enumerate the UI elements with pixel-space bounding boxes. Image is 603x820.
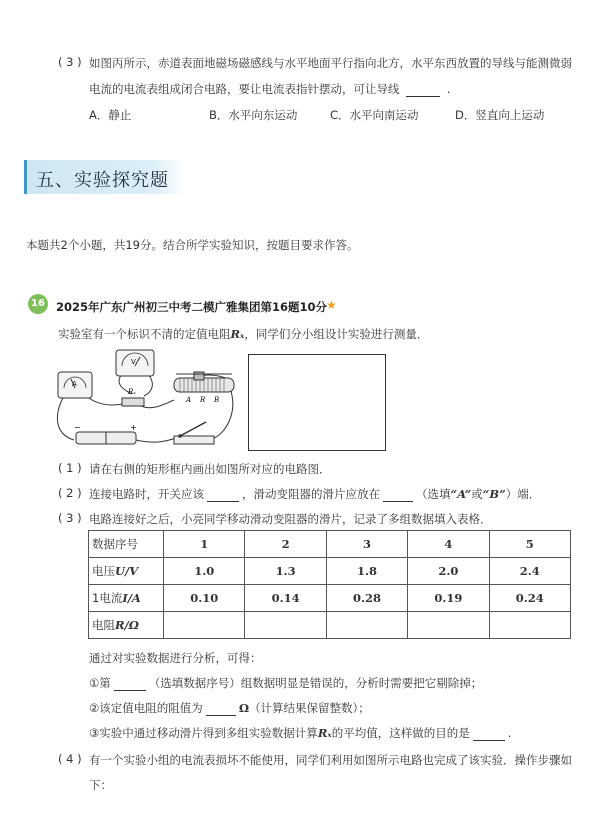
rheostat-label-r: R	[200, 396, 206, 404]
a1-text-a: ①第	[89, 676, 111, 690]
table-header-cell: 5	[489, 531, 570, 558]
q3-option-c[interactable]: C．水平向南运动	[330, 108, 419, 122]
section-title: 五、实验探究题	[36, 170, 169, 191]
table-header-cell: 3	[326, 531, 407, 558]
table-header-cell: 2	[245, 531, 326, 558]
p2-text-b: ，滑动变阻器的滑片应放在	[242, 487, 380, 501]
q3-line2-end: .	[446, 82, 451, 96]
analysis-text: 通过对实验数据进行分析，可得：	[89, 651, 262, 665]
table-row	[89, 531, 571, 558]
q3-number: ( 3 )	[58, 55, 82, 69]
section-intro: 本题共2个小题，共19分。结合所学实验知识，按题目要求作答。	[26, 238, 359, 252]
a2-text-b: （计算结果保留整数）；	[249, 701, 370, 715]
battery-minus: −	[74, 423, 81, 432]
q3-line1: 如图丙所示，赤道表面地磁场磁感线与水平地面平行指向北方，水平东西放置的导线与能测微弱	[89, 56, 572, 70]
a2-blank[interactable]	[206, 704, 236, 716]
a2-text-a: ②该定值电阻的阻值为	[89, 701, 203, 715]
section-banner-bar	[24, 160, 27, 194]
stem-text-a: 实验室有一个标识不清的定值电阻	[58, 327, 231, 341]
table-header-cell: 4	[408, 531, 489, 558]
table-header-label: 数据序号	[89, 531, 164, 558]
voltmeter-icon	[116, 350, 154, 376]
p2-text-a: 连接电路时，开关应该	[89, 487, 204, 501]
p1-number: ( 1 )	[58, 461, 82, 475]
a3-text-a: ③实验中通过移动滑片得到多组实验数据计算	[89, 726, 318, 740]
question-stem	[58, 326, 428, 342]
ohm-symbol: Ω	[238, 701, 250, 715]
switch-icon	[174, 422, 214, 444]
p4-number: ( 4 )	[58, 752, 82, 766]
question-source: 2025年广东广州初三中考二模广雅集团第16题10分	[56, 300, 328, 314]
table-cell: 2.4	[489, 558, 570, 585]
q3-option-b[interactable]: B．水平向东运动	[209, 108, 298, 122]
p2-option-a: “A”	[450, 487, 472, 501]
table-cell: 0.14	[245, 585, 326, 612]
ammeter-icon	[58, 372, 92, 398]
p3-number: ( 3 )	[58, 511, 82, 525]
table-cell-empty[interactable]	[164, 612, 245, 639]
a3-text-c: .	[507, 726, 512, 740]
analysis-item-2	[89, 700, 370, 716]
table-row	[89, 612, 571, 639]
a1-blank[interactable]	[114, 679, 146, 691]
circuit-figure	[44, 344, 244, 452]
table-cell-empty[interactable]	[408, 612, 489, 639]
p2-option-b: “B”	[482, 487, 506, 501]
table-cell-empty[interactable]	[245, 612, 326, 639]
table-cell: 2.0	[408, 558, 489, 585]
current-symbol: I/A	[122, 591, 141, 605]
q3-option-a[interactable]: A．静止	[89, 108, 132, 122]
a3-blank[interactable]	[473, 729, 505, 741]
q3-line2	[89, 81, 450, 97]
table-cell: 0.28	[326, 585, 407, 612]
ammeter-label: A	[72, 380, 77, 388]
voltmeter-label: V	[131, 358, 136, 366]
table-header-cell: 1	[164, 531, 245, 558]
p2-slider-blank[interactable]	[383, 490, 413, 502]
q3-line2-text: 电流的电流表组成闭合电路，要让电流表指针摆动，可让导线	[89, 82, 400, 96]
p4-line1: 有一个实验小组的电流表损坏不能使用，同学们利用如图所示电路也完成了该实验．操作步骤如	[89, 753, 572, 767]
circuit-drawing-box[interactable]	[248, 354, 386, 451]
battery-plus: +	[130, 423, 137, 432]
p2-number: ( 2 )	[58, 486, 82, 500]
table-cell-empty[interactable]	[326, 612, 407, 639]
current-label	[89, 585, 164, 612]
resistance-symbol: R/Ω	[115, 618, 139, 632]
rheostat-label-a: A	[186, 396, 192, 404]
table-row	[89, 558, 571, 585]
a3-text-b: 的平均值，这样做的目的是	[331, 726, 470, 740]
rheostat-icon	[174, 372, 234, 404]
battery-icon	[74, 423, 137, 444]
q3-answer-blank[interactable]	[406, 85, 440, 97]
voltage-label	[89, 558, 164, 585]
analysis-item-3	[89, 725, 511, 741]
a1-text-b: （选填数据序号）组数据明显是错误的，分析时需要把它剔除掉；	[148, 676, 483, 690]
rheostat-label-b: B	[214, 396, 220, 404]
p2-text	[89, 486, 540, 502]
p2-text-d: ）端．	[505, 487, 541, 501]
voltage-symbol: U/V	[115, 564, 139, 578]
p3-text: 电路连接好之后，小亮同学移动滑动变阻器的滑片，记录了多组数据填入表格．	[89, 512, 492, 526]
resistance-label-text: 电阻	[92, 618, 115, 632]
question-number-badge: 16	[28, 294, 48, 314]
stem-text-b: ，同学们分小组设计实验进行测量．	[244, 327, 429, 341]
table-cell: 0.24	[489, 585, 570, 612]
voltage-label-text: 电压	[92, 564, 115, 578]
p1-text: 请在右侧的矩形框内画出如图所对应的电路图．	[89, 462, 331, 476]
data-table	[88, 530, 571, 639]
resistance-label	[89, 612, 164, 639]
resistor-label: Rₓ	[128, 388, 136, 396]
table-cell: 1.8	[326, 558, 407, 585]
a3-symbol: Rₓ	[317, 726, 332, 740]
p2-switch-blank[interactable]	[207, 490, 239, 502]
p2-text-c: （选填	[416, 487, 451, 501]
p2-or: 或	[471, 487, 483, 501]
table-cell-empty[interactable]	[489, 612, 570, 639]
table-cell: 0.10	[164, 585, 245, 612]
difficulty-star-icon: ★	[326, 298, 337, 312]
q3-option-d[interactable]: D．竖直向上运动	[455, 108, 545, 122]
analysis-item-1	[89, 675, 482, 691]
table-cell: 1.0	[164, 558, 245, 585]
stem-symbol: Rₓ	[230, 327, 245, 341]
wire	[57, 396, 74, 440]
table-cell: 0.19	[408, 585, 489, 612]
table-row	[89, 585, 571, 612]
current-label-text: 1电流	[92, 591, 123, 605]
section-banner	[24, 160, 186, 194]
p4-line2: 下：	[89, 778, 112, 792]
table-cell: 1.3	[245, 558, 326, 585]
